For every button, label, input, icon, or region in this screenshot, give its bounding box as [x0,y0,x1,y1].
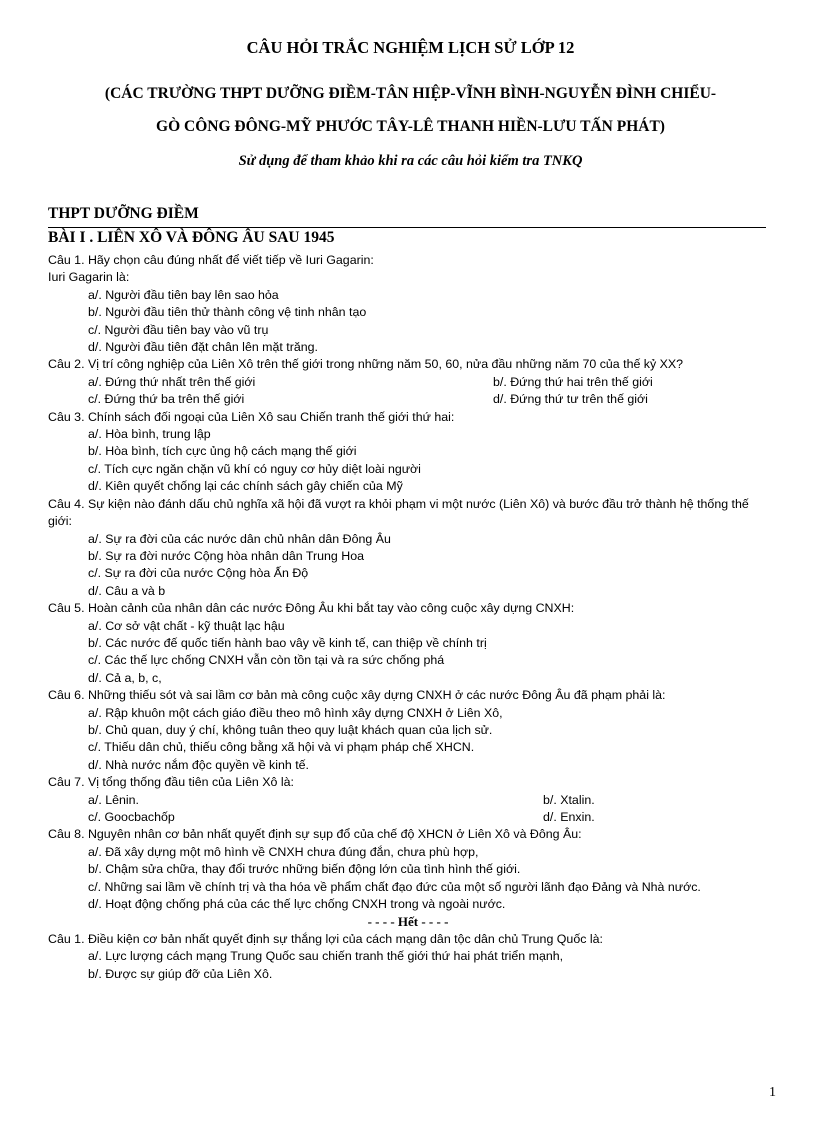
option: b/. Hòa bình, tích cực ủng hộ cách mạng thế giới [88,444,357,459]
option: c/. Những sai lầm về chính trị và tha hóa về phẩm chất đạo đức của một số người lãnh đạo Đảng và Nhà nước. [88,879,701,894]
option: a/. Người đầu tiên bay lên sao hỏa [88,287,279,302]
option: a/. Rập khuôn một cách giáo điều theo mô hình xây dựng CNXH ở Liên Xô, [88,705,503,720]
option: d/. Kiên quyết chống lại các chính sách gây chiến của Mỹ [88,479,403,494]
option: c/. Tích cực ngăn chặn vũ khí có nguy cơ hủy diệt loài người [88,461,421,476]
question: Câu 3. Chính sách đối ngoại của Liên Xô sau Chiến tranh thế giới thứ hai: [48,409,455,424]
page-number: 1 [769,1085,776,1100]
option: d/. Câu a và b [88,583,166,598]
option: d/. Cả a, b, c, [88,670,162,685]
end-marker: - - - - Hết - - - - [367,914,449,930]
question: Câu 1. Điều kiện cơ bản nhất quyết định sự thắng lợi của cách mạng dân tộc dân chủ Trung Quốc là: [48,931,603,946]
option: a/. Lực lượng cách mạng Trung Quốc sau chiến tranh thế giới thứ hai phát triển mạnh, [88,949,564,964]
question: Câu 5. Hoàn cảnh của nhân dân các nước Đông Âu khi bắt tay vào công cuộc xây dựng CNXH: [48,601,575,616]
schools-line-2: GÒ CÔNG ĐÔNG-MỸ PHƯỚC TÂY-LÊ THANH HIỀN-LƯU TẤN PHÁT) [156,118,665,135]
option: b/. Các nước đế quốc tiến hành bao vây về kinh tế, can thiệp về chính trị [88,635,487,650]
schools-line-1: (CÁC TRƯỜNG THPT DƯỠNG ĐIỀM-TÂN HIỆP-VĨNH BÌNH-NGUYỄN ĐÌNH CHIỂU- [104,85,717,102]
option: c/. Goocbachốp [88,810,175,824]
option: b/. Được sự giúp đỡ của Liên Xô. [88,966,273,981]
subtitle: Sử dụng để tham khảo khi ra các câu hỏi kiểm tra TNKQ [238,153,583,169]
question-list [48,252,768,983]
divider [48,227,766,228]
option: d/. Người đầu tiên đặt chân lên mặt trăng. [88,340,318,355]
page-title: CÂU HỎI TRẮC NGHIỆM LỊCH SỬ LỚP 12 [246,38,575,57]
option: c/. Người đầu tiên bay vào vũ trụ [88,322,269,337]
school-heading: THPT DƯỠNG ĐIỀM [48,205,199,222]
option: b/. Đứng thứ hai trên thế giới [493,374,653,389]
option: a/. Sự ra đời của các nước dân chủ nhân dân Đông Âu [88,531,391,546]
option-row [48,374,768,391]
option: b/. Người đầu tiên thử thành công vệ tinh nhân tạo [88,305,367,320]
option: d/. Enxin. [543,810,595,824]
option-row [48,809,768,826]
option-row [48,792,768,809]
question: Câu 6. Những thiếu sót và sai lầm cơ bản mà công cuộc xây dựng CNXH ở các nước Đông Âu đã phạm phải là: [48,688,666,703]
option-row [48,391,768,408]
question: Câu 4. Sự kiện nào đánh dấu chủ nghĩa xã hội đã vượt ra khỏi phạm vi một nước (Liên Xô) và bước đầu trở thành hệ thống thế giới: [48,496,749,529]
lesson-heading: BÀI I . LIÊN XÔ VÀ ĐÔNG ÂU SAU 1945 [48,229,335,246]
option: b/. Chủ quan, duy ý chí, không tuân theo quy luật khách quan của lịch sử. [88,722,493,737]
option: a/. Đã xây dựng một mô hình về CNXH chưa đúng đắn, chưa phù hợp, [88,844,479,859]
option: a/. Hòa bình, trung lập [88,427,211,442]
option: c/. Sự ra đời của nước Cộng hòa Ấn Độ [88,566,309,581]
question: Câu 1. Hãy chọn câu đúng nhất để viết tiếp về Iuri Gagarin: [48,253,374,267]
option: b/. Chậm sửa chữa, thay đổi trước những biến động lớn của tình hình thế giới. [88,862,521,877]
question: Câu 7. Vị tổng thống đầu tiên của Liên Xô là: [48,775,294,790]
question: Câu 8. Nguyên nhân cơ bản nhất quyết định sự sụp đổ của chế độ XHCN ở Liên Xô và Đông Âu: [48,827,582,842]
option: b/. Sự ra đời nước Cộng hòa nhân dân Trung Hoa [88,548,364,563]
question: Câu 2. Vị trí công nghiệp của Liên Xô trên thế giới trong những năm 50, 60, nửa đầu những năm 70 của thế kỷ XX? [48,357,684,372]
option: d/. Đứng thứ tư trên thế giới [493,392,648,407]
option: c/. Thiếu dân chủ, thiếu công bằng xã hội và vi phạm pháp chế XHCN. [88,740,475,755]
option: a/. Cơ sở vật chất - kỹ thuật lạc hậu [88,618,285,633]
option: d/. Nhà nước nắm độc quyền về kinh tế. [88,757,309,772]
question-continuation: Iuri Gagarin là: [48,270,130,285]
document-page [48,0,773,1123]
option: d/. Hoạt động chống phá của các thế lực chống CNXH trong và ngoài nước. [88,897,506,912]
option: c/. Đứng thứ ba trên thế giới [88,392,245,407]
option: b/. Xtalin. [543,792,595,807]
option: a/. Đứng thứ nhất trên thế giới [88,374,256,389]
option: c/. Các thế lực chống CNXH vẫn còn tồn tại và ra sức chống phá [88,653,445,668]
option: a/. Lênin. [88,792,139,807]
